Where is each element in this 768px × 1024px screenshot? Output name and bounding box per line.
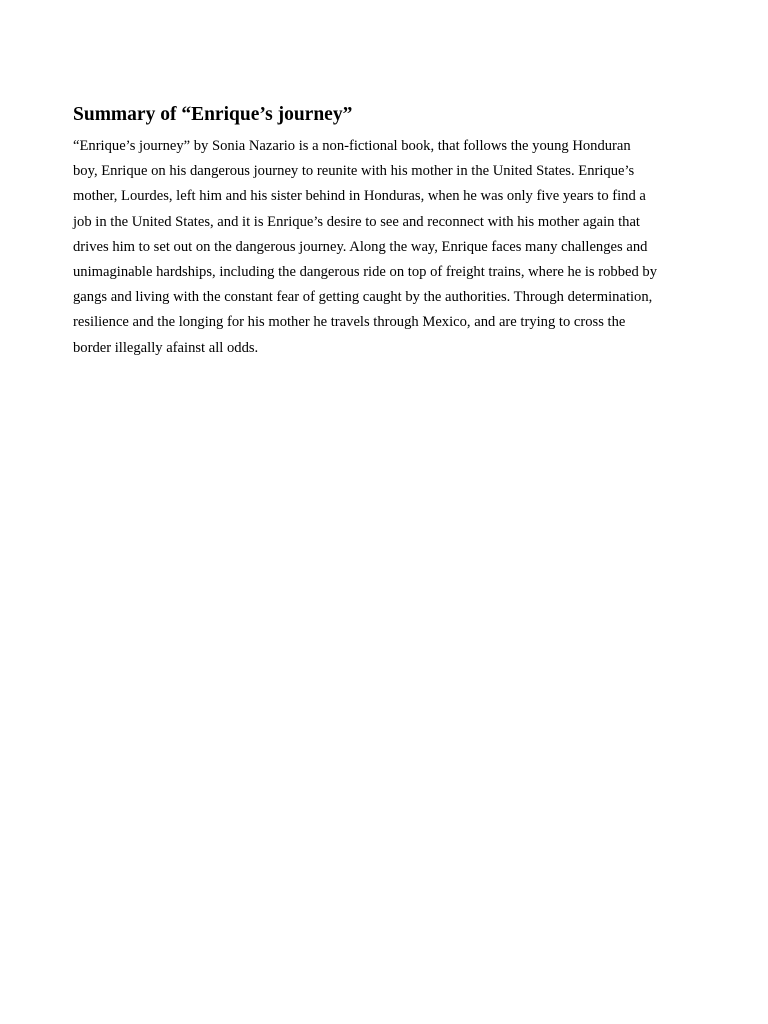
summary-paragraph [73,134,698,361]
paragraph-line: job in the United States, and it is Enrique’s desire to see and reconnect with his mother again that [73,213,640,230]
paragraph-line: boy, Enrique on his dangerous journey to reunite with his mother in the United States. Enrique’s [73,163,635,180]
paragraph-line: resilience and the longing for his mother he travels through Mexico, and are trying to cross the [73,314,626,331]
document-content [73,102,698,361]
paragraph-line: unimaginable hardships, including the dangerous ride on top of freight trains, where he is robbed by [73,264,658,281]
document-title: Summary of “Enrique’s journey” [73,104,353,125]
paragraph-line: gangs and living with the constant fear of getting caught by the authorities. Through determination, [73,289,653,306]
paragraph-line: mother, Lourdes, left him and his sister behind in Honduras, when he was only five years to find a [73,188,646,205]
paragraph-line: border illegally afainst all odds. [73,339,259,356]
paragraph-line: drives him to set out on the dangerous journey. Along the way, Enrique faces many challenges and [73,238,648,255]
paragraph-line: “Enrique’s journey” by Sonia Nazario is a non-fictional book, that follows the young Honduran [73,138,631,154]
